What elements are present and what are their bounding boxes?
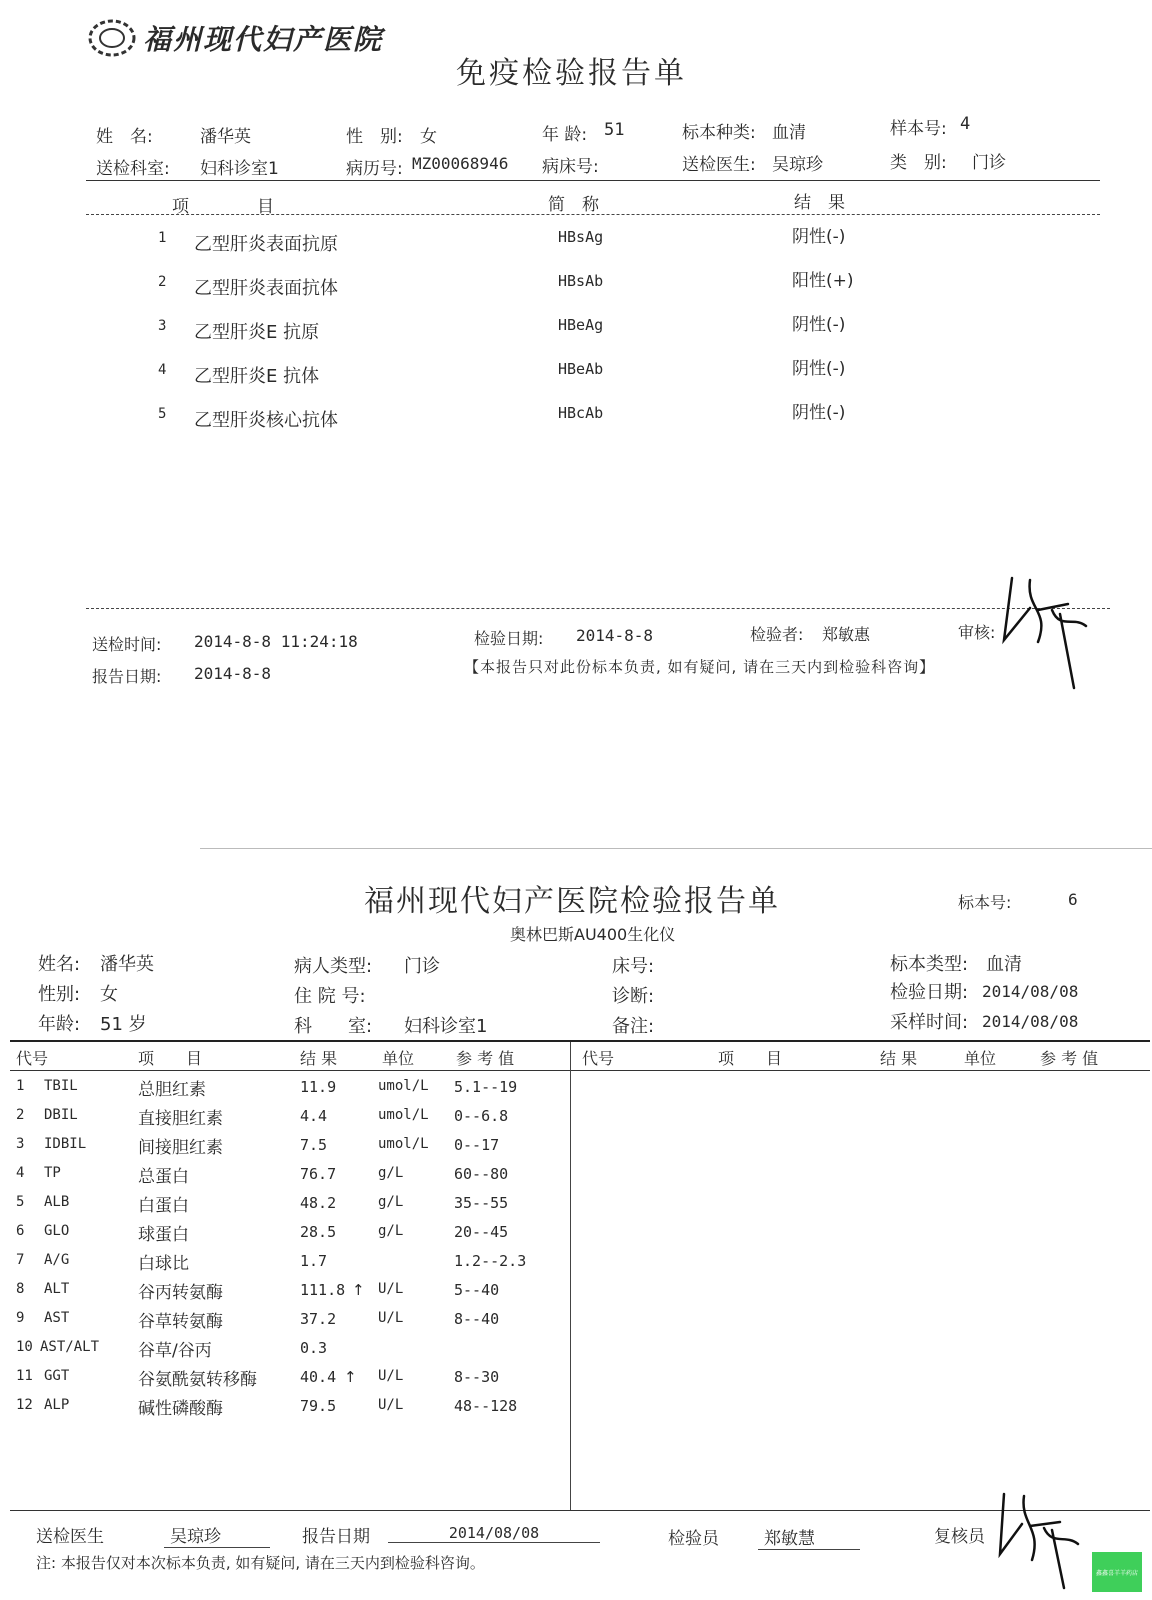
report-title: 免疫检验报告单 xyxy=(456,56,687,91)
row-number: 4 xyxy=(158,362,167,378)
report-date-label: 报告日期 xyxy=(302,1527,370,1547)
row-number: 8 xyxy=(16,1281,25,1297)
item-name: 乙型肝炎表面抗体 xyxy=(194,278,338,299)
item-result: 阴性(-) xyxy=(792,359,846,379)
test-name: 碱性磷酸酶 xyxy=(138,1399,223,1419)
abnormal-flag: ↑ xyxy=(344,1368,357,1386)
test-code: DBIL xyxy=(44,1107,78,1123)
report-date-value: 2014-8-8 xyxy=(194,664,272,683)
hospital-emblem-icon xyxy=(86,16,138,60)
test-unit: g/L xyxy=(378,1194,404,1210)
reference-range: 20--45 xyxy=(454,1223,509,1241)
patient-type-value: 门诊 xyxy=(404,956,440,977)
watermark-badge xyxy=(1092,1552,1142,1592)
sample-no-value: 4 xyxy=(960,114,971,134)
row-number: 7 xyxy=(16,1252,25,1268)
item-result: 阳性(+) xyxy=(792,271,854,291)
sample-no-label: 标本号: xyxy=(958,893,1012,912)
test-result: 0.3 xyxy=(300,1339,328,1357)
report-note: 注: 本报告仅对本次标本负责, 如有疑问, 请在三天内到检验科咨询。 xyxy=(36,1554,485,1572)
specimen-type-value: 血清 xyxy=(772,123,806,143)
item-abbr: HBcAb xyxy=(558,404,604,422)
sample-no-value: 6 xyxy=(1068,890,1078,909)
test-date-label: 检验日期: xyxy=(474,629,544,648)
remark-label: 备注: xyxy=(612,1016,655,1037)
column-header-code: 代号 xyxy=(582,1049,615,1068)
diagnosis-label: 诊断: xyxy=(612,986,655,1007)
doctor-value: 吴琼珍 xyxy=(164,1522,270,1548)
instrument-name: 奥林巴斯AU400生化仪 xyxy=(510,925,676,944)
row-number: 1 xyxy=(16,1078,25,1094)
reference-range: 0--6.8 xyxy=(454,1107,509,1125)
row-number: 1 xyxy=(158,230,167,246)
test-result: 37.2 xyxy=(300,1310,337,1328)
age-label: 年龄: xyxy=(38,1014,81,1035)
reference-range: 35--55 xyxy=(454,1194,509,1212)
test-code: IDBIL xyxy=(44,1136,87,1152)
record-no-label: 病历号: xyxy=(346,159,403,179)
row-number: 6 xyxy=(16,1223,25,1239)
sex-value: 女 xyxy=(100,984,118,1005)
table-column-divider xyxy=(570,1042,571,1510)
patient-name: 潘华英 xyxy=(100,954,154,975)
sex-value: 女 xyxy=(420,127,437,147)
sample-no-label: 样本号: xyxy=(890,119,947,139)
sex-label: 性 别: xyxy=(346,127,403,147)
test-name: 谷氨酰氨转移酶 xyxy=(138,1370,257,1390)
test-unit: umol/L xyxy=(378,1136,429,1152)
column-header-item: 项 目 xyxy=(172,197,274,217)
test-date-value: 2014/08/08 xyxy=(982,982,1079,1001)
report-title: 福州现代妇产医院检验报告单 xyxy=(364,884,780,919)
test-name: 白蛋白 xyxy=(138,1196,189,1216)
column-header-code: 代号 xyxy=(16,1049,49,1068)
row-number: 4 xyxy=(16,1165,25,1181)
test-result: 111.8 xyxy=(300,1281,346,1299)
test-code: GLO xyxy=(44,1223,70,1239)
test-result: 76.7 xyxy=(300,1165,337,1183)
reference-range: 5.1--19 xyxy=(454,1078,518,1096)
row-number: 9 xyxy=(16,1310,25,1326)
specimen-type-label: 标本类型: xyxy=(890,954,969,975)
test-name: 球蛋白 xyxy=(138,1225,189,1245)
row-number: 12 xyxy=(16,1397,33,1413)
bed-label: 床号: xyxy=(612,956,655,977)
divider xyxy=(86,180,1100,181)
name-label: 姓 名: xyxy=(96,127,153,147)
test-code: AST/ALT xyxy=(40,1339,100,1355)
item-result: 阴性(-) xyxy=(792,403,846,423)
tester-value: 郑敏惠 xyxy=(822,625,871,644)
column-header-ref: 参 考 值 xyxy=(456,1049,515,1068)
specimen-type-label: 标本种类: xyxy=(682,123,756,143)
item-name: 乙型肝炎E 抗体 xyxy=(194,366,320,387)
reference-range: 1.2--2.3 xyxy=(454,1252,527,1270)
reference-range: 48--128 xyxy=(454,1397,518,1415)
test-name: 直接胆红素 xyxy=(138,1109,223,1129)
column-header-item: 项 目 xyxy=(138,1049,203,1068)
doctor-label: 送检医生: xyxy=(682,155,756,175)
hospital-logo xyxy=(86,16,383,60)
report-date-label: 报告日期: xyxy=(92,667,162,686)
reference-range: 8--30 xyxy=(454,1368,500,1386)
sex-label: 性别: xyxy=(38,984,81,1005)
column-header-unit: 单位 xyxy=(964,1049,997,1068)
category-label: 类 别: xyxy=(890,153,947,173)
abnormal-flag: ↑ xyxy=(352,1281,365,1299)
sample-time-value: 2014/08/08 xyxy=(982,1012,1079,1031)
reviewer-label: 复核员 xyxy=(934,1527,985,1547)
test-date-value: 2014-8-8 xyxy=(576,626,654,645)
test-date-label: 检验日期: xyxy=(890,982,969,1003)
column-header-unit: 单位 xyxy=(382,1049,415,1068)
test-unit: umol/L xyxy=(378,1107,429,1123)
row-number: 5 xyxy=(16,1194,25,1210)
row-number: 3 xyxy=(16,1136,25,1152)
tester-label: 检验者: xyxy=(750,625,804,644)
bed-label: 病床号: xyxy=(542,157,599,177)
record-no-value: MZ00068946 xyxy=(412,154,509,173)
item-name: 乙型肝炎表面抗原 xyxy=(194,234,338,255)
test-code: ALP xyxy=(44,1397,70,1413)
test-code: AST xyxy=(44,1310,70,1326)
test-unit: g/L xyxy=(378,1223,404,1239)
test-unit: g/L xyxy=(378,1165,404,1181)
item-result: 阴性(-) xyxy=(792,315,846,335)
item-abbr: HBsAb xyxy=(558,272,604,290)
column-header-ref: 参 考 值 xyxy=(1040,1049,1099,1068)
reviewer-signature xyxy=(990,1484,1090,1594)
test-name: 间接胆红素 xyxy=(138,1138,223,1158)
test-code: A/G xyxy=(44,1252,70,1268)
column-header-result: 结 果 xyxy=(880,1049,918,1068)
test-unit: umol/L xyxy=(378,1078,429,1094)
reference-range: 60--80 xyxy=(454,1165,509,1183)
hospital-name: 福州现代妇产医院 xyxy=(143,23,384,56)
test-name: 谷丙转氨酶 xyxy=(138,1283,223,1303)
inpatient-no-label: 住 院 号: xyxy=(294,986,366,1007)
test-unit: U/L xyxy=(378,1281,404,1297)
test-name: 谷草/谷丙 xyxy=(138,1341,212,1361)
watermark-text: 鑫鑫喜羊羊药店 xyxy=(1095,1569,1138,1577)
dept-label: 送检科室: xyxy=(96,159,170,179)
dept-value: 妇科诊室1 xyxy=(200,159,279,179)
tester-value: 郑敏慧 xyxy=(758,1524,860,1550)
test-result: 4.4 xyxy=(300,1107,328,1125)
submit-time-label: 送检时间: xyxy=(92,635,162,654)
age-value: 51 xyxy=(604,120,625,140)
item-result: 阴性(-) xyxy=(792,227,846,247)
specimen-type-value: 血清 xyxy=(986,954,1022,975)
item-abbr: HBsAg xyxy=(558,228,604,246)
page-separator xyxy=(200,848,1152,849)
submit-time-value: 2014-8-8 11:24:18 xyxy=(194,632,358,651)
sample-time-label: 采样时间: xyxy=(890,1012,969,1033)
table-bottom-border xyxy=(10,1510,1150,1511)
test-result: 48.2 xyxy=(300,1194,337,1212)
test-code: TP xyxy=(44,1165,61,1181)
row-number: 5 xyxy=(158,406,167,422)
test-name: 总蛋白 xyxy=(138,1167,189,1187)
item-abbr: HBeAg xyxy=(558,316,604,334)
table-top-border xyxy=(10,1040,1150,1042)
item-name: 乙型肝炎核心抗体 xyxy=(194,410,338,431)
reference-range: 5--40 xyxy=(454,1281,500,1299)
reference-range: 8--40 xyxy=(454,1310,500,1328)
age-label: 年 龄: xyxy=(542,125,588,145)
column-header-result: 结 果 xyxy=(300,1049,338,1068)
test-name: 总胆红素 xyxy=(138,1080,206,1100)
row-number: 3 xyxy=(158,318,167,334)
row-number: 11 xyxy=(16,1368,33,1384)
name-label: 姓名: xyxy=(38,954,81,975)
doctor-label: 送检医生 xyxy=(36,1527,104,1547)
item-abbr: HBeAb xyxy=(558,360,604,378)
tester-label: 检验员 xyxy=(668,1529,719,1549)
dept-label: 科 室: xyxy=(294,1016,373,1037)
reviewer-label: 审核: xyxy=(958,623,996,642)
test-result: 40.4 xyxy=(300,1368,337,1386)
test-code: TBIL xyxy=(44,1078,78,1094)
test-code: GGT xyxy=(44,1368,70,1384)
report-notice: 【本报告只对此份标本负责, 如有疑问, 请在三天内到检验科咨询】 xyxy=(464,658,936,676)
test-result: 28.5 xyxy=(300,1223,337,1241)
test-unit: U/L xyxy=(378,1397,404,1413)
item-name: 乙型肝炎E 抗原 xyxy=(194,322,320,343)
row-number: 2 xyxy=(16,1107,25,1123)
test-result: 79.5 xyxy=(300,1397,337,1415)
test-name: 谷草转氨酶 xyxy=(138,1312,223,1332)
patient-name: 潘华英 xyxy=(200,127,251,147)
reviewer-signature xyxy=(990,570,1100,700)
table-header-border xyxy=(10,1070,1150,1071)
test-code: ALT xyxy=(44,1281,70,1297)
test-result: 1.7 xyxy=(300,1252,328,1270)
test-unit: U/L xyxy=(378,1368,404,1384)
footer-divider xyxy=(86,608,1110,609)
column-header-item: 项 目 xyxy=(718,1049,783,1068)
test-result: 7.5 xyxy=(300,1136,328,1154)
row-number: 2 xyxy=(158,274,167,290)
test-code: ALB xyxy=(44,1194,70,1210)
dept-value: 妇科诊室1 xyxy=(404,1016,488,1037)
reference-range: 0--17 xyxy=(454,1136,500,1154)
test-unit: U/L xyxy=(378,1310,404,1326)
column-header-result: 结 果 xyxy=(794,193,845,213)
test-result: 11.9 xyxy=(300,1078,337,1096)
column-header-abbr: 简 称 xyxy=(548,195,599,215)
test-name: 白球比 xyxy=(138,1254,189,1274)
age-value: 51 岁 xyxy=(100,1014,147,1035)
row-number: 10 xyxy=(16,1339,33,1355)
report-date-value: 2014/08/08 xyxy=(388,1524,600,1543)
category-value: 门诊 xyxy=(972,153,1006,173)
doctor-value: 吴琼珍 xyxy=(772,155,823,175)
patient-type-label: 病人类型: xyxy=(294,956,373,977)
